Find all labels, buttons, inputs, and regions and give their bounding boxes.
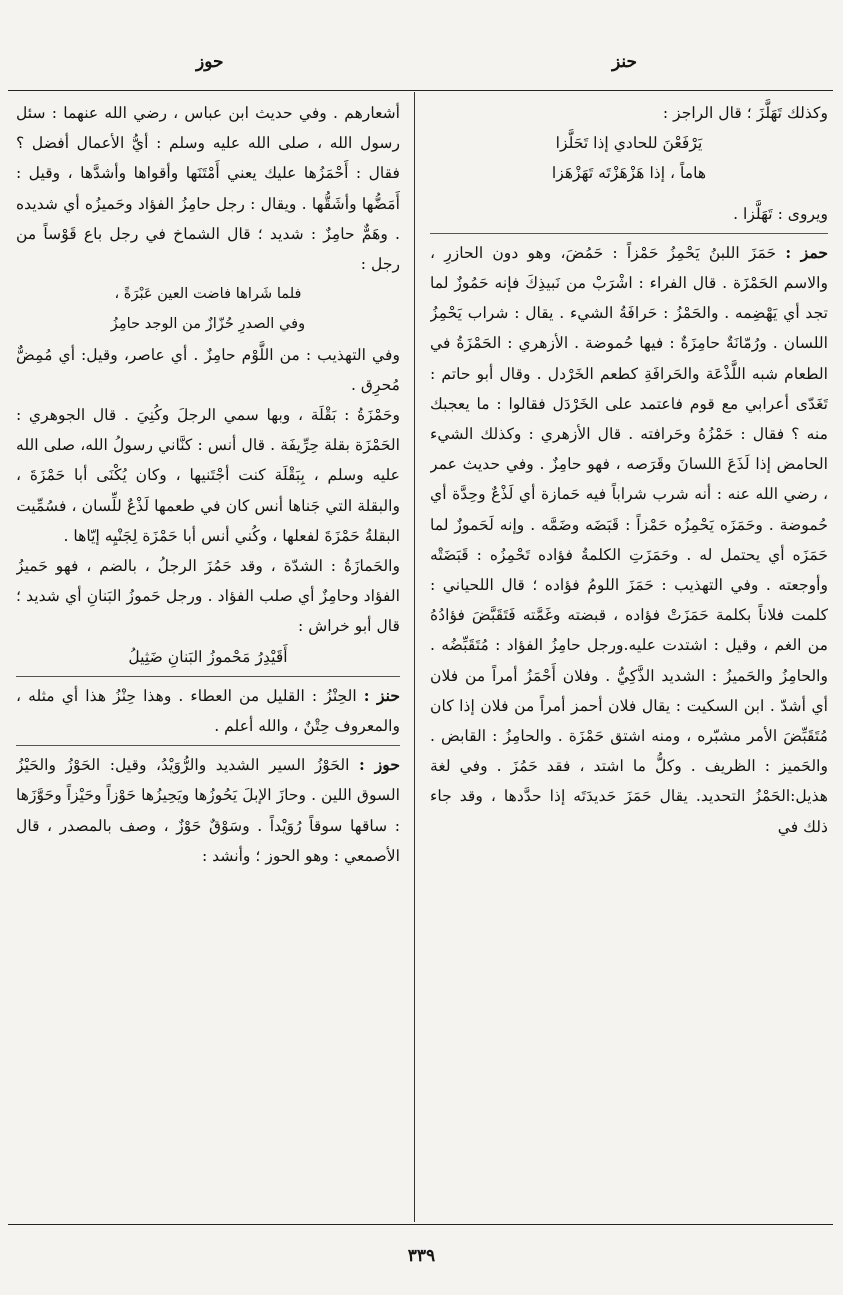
verse-line: فلما شَراها فاضت العين عَبْرَةً ،: [114, 285, 302, 303]
headword: حمز :: [785, 242, 828, 262]
page-number: ٣٣٩: [407, 1246, 436, 1266]
entry-body: الحِنْزُ : القليل من العطاء . وهذا حِنْزُ هذا أي مثله ، والمعروف حِتْنٌ ، والله أعلم .: [16, 686, 400, 736]
footer-rule: [8, 1224, 833, 1225]
verse-line: أَقَيْدِرُ مَحْموزُ البَنانِ ضَثِيلُ: [128, 647, 288, 666]
entry-hnz: [16, 681, 400, 741]
entry-separator: [16, 745, 400, 746]
headword: حوز :: [359, 755, 400, 775]
left-column: [16, 98, 400, 1218]
paragraph: أشعارهم . وفي حديث ابن عباس ، رضي الله عنهما : سئل رسول الله ، صلى الله عليه وسلم : أيُّ الأعمال أفضل ؟ فقال : أَحْمَزُها عليك يعني أَمْتَنَها وأقواها وأشدَّها ، وقيل : أَمَضُّها وأشَقُّها . ويقال : رجل حامِزُ الفؤاد وحَميزُه أي شديده . وهَمٌّ حامِزٌ : شديد ؛ قال الشماخ في رجل باع قَوْساً من رجل :: [16, 104, 400, 274]
verse-line: هاماً ، إذا هَزْهَزْتَه تَهَزْهَزا: [551, 164, 707, 183]
entry-hwz: [16, 750, 400, 871]
verse-line: يَرْفَعْنَ للحادي إذا تَحَلَّزا: [555, 134, 703, 153]
column-divider: [414, 92, 415, 1222]
headword: حنز :: [363, 685, 400, 705]
entry-separator: [430, 233, 828, 234]
entry-body: حَمَزَ اللبنُ يَحْمِزُ حَمْزاً : حَمُضَ، وهو دون الحازرِ ، والاسم الحَمْزَة . قال الفراء : اشْرَبْ من نَبيذِكَ فإنه حَمُوزٌ لما تجد أي يَهْضِمه . والحَمْزُ : حَرافَةُ الشيء . يقال : شراب يَحْمِزُ اللسان . ورُمّانَةٌ حامِزَةٌ : فيها حُموضة . الأزهري : الحَمْزَةُ في الطعام شبه اللَّذْعَة والحَرافَةِ كطعم الخَرْدل . وقال أبو حاتم : تَغَدّى أعرابي مع قوم فاعتمد على الخَرْدَل فقالوا : ما يعجبك منه ؟ فقال : حَمْزُهُ وحَرافته . قال الأزهري : وكذلك الشيء الحامض إذا لَذَعَ اللسانَ وقَرَصه ، فهو حامِزٌ . وفي حديث عمر ، رضي الله عنه : أنه شرب شراباً فيه حَمازة أي لَذْعٌ وحِدَّة أي حُموضة . وحَمَزَه يَحْمِزُه حَمْزاً : قَبَضَه وضَمَّه . وإنه لَحَموزٌ لما حَمَزَه أي يحتمل له . وحَمَزَتِ الكلمةُ فؤاده تَحْمِزُه : قَبَضَتْه وأوجعته . وفي التهذيب : حَمَزَ اللومُ فؤاده ؛ قال اللحياني : كلمت فلاناً بكلمة حَمَزَتْ فؤاده ، قبضته وغَمَّته فَتَقَبَّضَ فؤادُهُ من الغم ، وقيل : اشتدت عليه.ورجل حامِزُ الفؤاد : مُتَقَبِّضُه . والحامِزُ والحَميزُ : الشديد الذَّكِيُّ . وفلان أَحْمَزُ أمراً من فلان أي أشدّ . ابن السكيت : يقال فلان أحمز أمراً من فلان إذا كان مُتَقَبِّضَ الأمر مشبّره ، ومنه اشتق حَمْزَة . والحامِزُ : القابض . والحَميز : الظريف . وكلُّ ما اشتد ، فقد حَمُزَ . وفي لغة هذيل:الحَمْزُ التحديد. يقال حَمَزَ حَديدَتَه إذا حدَّدها ، وقد جاء ذلك في: [430, 243, 828, 836]
right-column: [430, 98, 828, 1218]
entry-body: الحَوْزُ السير الشديد والرُّوَيْدُ، وقيل: الحَوْزُ والحَيْزُ السوق اللين . وحازَ الإبلَ يَحُوزُها ويَحِيزُها حَوْزاً وحَيْزاً وحَوَّزَها : ساقها سوقاً رُوَيْداً . وسَوْقٌ حَوْزٌ ، وصف بالمصدر ، قال الأصمعي : وهو الحوز ؛ وأنشد :: [16, 756, 400, 865]
variant-reading: ويروى : تَهَلَّزا .: [733, 204, 828, 223]
entry-hamz: [430, 238, 828, 842]
header-rule: [8, 90, 833, 91]
intro-text: وكذلك تَهَلَّزَ ؛ قال الراجز :: [662, 104, 828, 122]
paragraph: والحَمازَةُ : الشدّة ، وقد حَمُزَ الرجلُ ، بالضم ، فهو حَميزُ الفؤاد وحامِزٌ أي صلب الفؤاد . ورجل حَموزُ البَنانِ أي شديد ؛ قال أبو خراش :: [16, 557, 400, 636]
paragraph: وفي التهذيب : من اللَّوْم حامِزٌ . أي عاصر، وقيل: أي مُمِضٌّ مُحرِق .: [16, 345, 400, 394]
entry-separator: [16, 676, 400, 677]
running-head-right: حنز: [612, 52, 638, 72]
verse-line: وفي الصدرِ حُزّازٌ من الوجد حامِزُ: [110, 315, 306, 333]
running-head-left: حوز: [196, 52, 224, 72]
paragraph: وحَمْزَةُ : بَقْلَة ، وبها سمي الرجلَ وكُنِيَ . قال الجوهري : الحَمْزَة بقلة حِرِّيفَة . قال أنس : كنَّاني رسولُ الله، صلى الله عليه وسلم ، بِبَقْلَة كنت أجْتَنيها ، وكان يُكْنَى أبا حَمْزَةَ ، والبقلة التي جَناها أنس كان في طعمها لَذْعٌ للِّسان ، فسُمِّيت البقلةُ حَمْزَةَ لفعلها ، وكُني أنس أبا حَمْزَة لِجَنْيِه إيّاها .: [16, 406, 400, 545]
